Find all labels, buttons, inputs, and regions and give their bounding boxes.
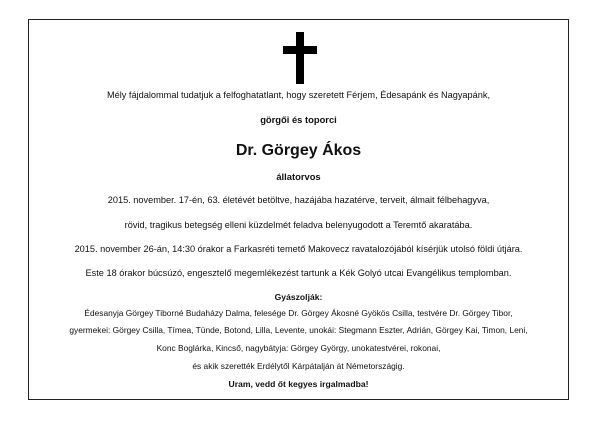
mourners-line-1: Édesanyja Görgey Tiborné Budaházy Dalma, felesége Dr. Görgey Ákosné Gyökös Csilla, testvére Dr. Görgey Tibor,	[84, 308, 513, 318]
mourners-line-4: és akik szerették Erdélytől Kárpátalján át Németországig.	[192, 361, 405, 371]
profession-text: állatorvos	[276, 171, 321, 182]
cross-vertical-bar	[296, 32, 304, 84]
mourners-line-2: gyermekei: Görgey Csilla, Tímea, Tünde, Botond, Lilla, Levente, unokái: Stegmann Eszter, Adrián, Görgey Kai, Timon, Leni,	[69, 325, 528, 335]
death-line-1: 2015. november. 17-én, 63. életévét betöltve, hazájába hazatérve, terveit, álmait félbehagyva,	[107, 195, 490, 205]
memorial-text: Este 18 órakor búcsúzó, engesztelő megemlékezést tartunk a Kék Golyó utcai Evangélikus templomban.	[85, 268, 512, 278]
death-line-2: rövid, tragikus betegség elleni küzdelmét feladva belenyugodott a Teremtő akaratába.	[124, 220, 473, 230]
mourners-heading: Gyászolják:	[274, 292, 323, 302]
cross-icon	[283, 32, 317, 84]
intro-text: Mély fájdalommal tudatjuk a felfoghatatlant, hogy szeretett Férjem, Édesapánk és Nagyapánk,	[106, 90, 491, 100]
cross-horizontal-bar	[283, 46, 317, 54]
origin-text: görgői és toporci	[260, 114, 337, 125]
funeral-text: 2015. november 26-án, 14:30 órakor a Farkasréti temető Makovecz ravatalozójából kísérjük utolsó földi útjára.	[74, 244, 523, 254]
mourners-line-3: Konc Boglárka, Kincső, nagybátyja: Görgey György, unokatestvérei, rokonai,	[156, 343, 441, 353]
closing-text: Uram, vedd őt kegyes irgalmadba!	[228, 379, 369, 389]
deceased-name: Dr. Görgey Ákos	[235, 142, 362, 159]
